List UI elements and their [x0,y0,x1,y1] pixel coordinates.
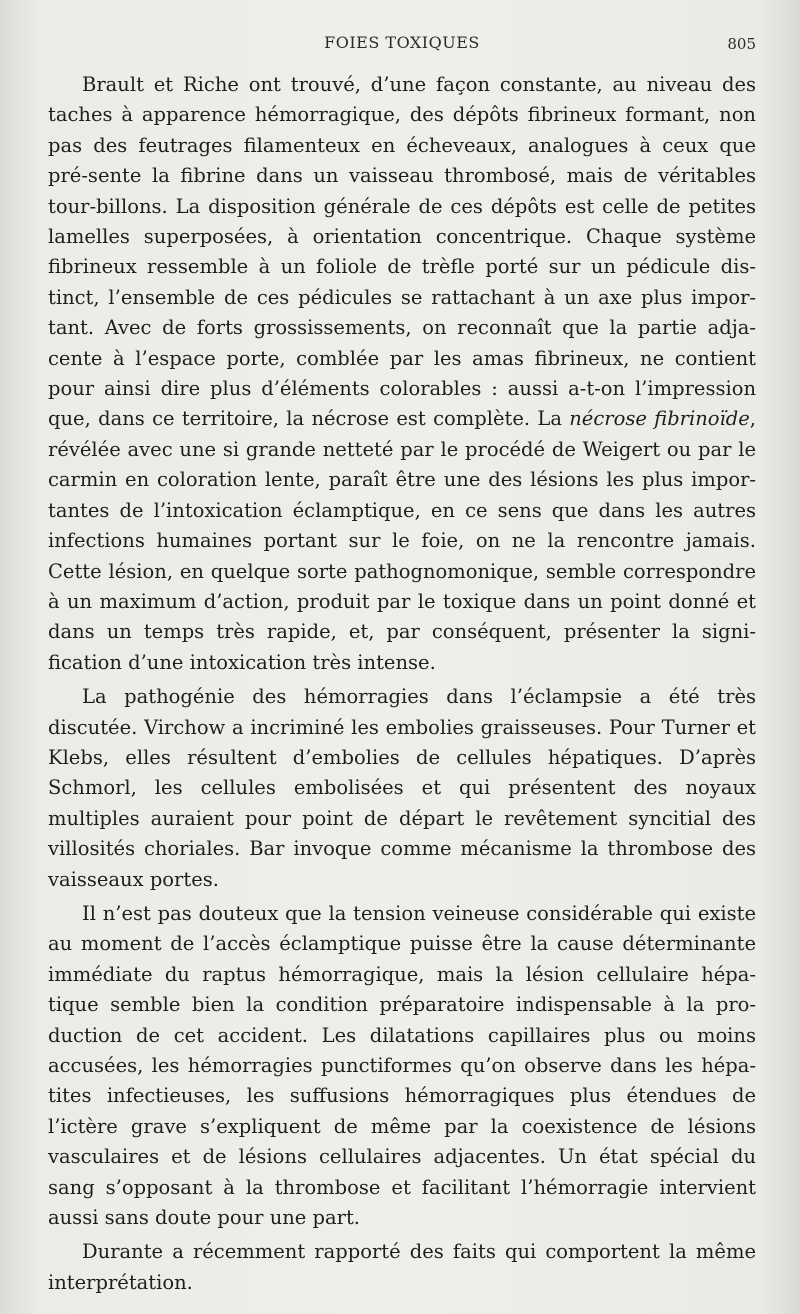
paragraph-1-emphasis: nécrose fibrinoïde [569,407,750,431]
running-head [48,33,756,57]
page-number: 805 [727,35,756,53]
paragraph-4: Durante a récemment rapporté des faits qui comportent la même interprétation. [48,1240,756,1294]
paragraph-2: La pathogénie des hémorragies dans l’éclampsie a été très discutée. Virchow a incriminé les embolies graisseuses. Pour Turner et Klebs, elles résultent d’embolies de cellules hépatiques. D’après Schmorl, les cellules embolisées et qui présentent des noyaux multiples auraient pour point de départ le revêtement syncitial des villosités choriales. Bar invoque comme mécanisme la thrombose des vaisseaux portes. [48,685,756,891]
paragraph-3: Il n’est pas douteux que la tension veineuse considérable qui existe au moment de l’accès éclamptique puisse être la cause déterminante immédiate du raptus hémorragique, mais la lésion cellulaire hépa-tique semble bien la condition préparatoire indispensable à la pro-duction de cet accident. Les dilatations capillaires plus ou moins accusées, les hémorragies punctiformes qu’on observe dans les hépa-tites infectieuses, les suffusions hémorragiques plus étendues de l’ictère grave s’expliquent de même par la coexistence de lésions vasculaires et de lésions cellulaires adjacentes. Un état spécial du sang s’opposant à la thrombose et facilitant l’hémorragie intervient aussi sans doute pour une part. [48,901,756,1230]
running-title: FOIES TOXIQUES [324,33,480,52]
paragraph-1-text-after: , révélée avec une si grande netteté par le procédé de Weigert ou par le carmin en coloration lente, paraît être une des lésions les plus impor-tantes de l’intoxication éclamptique, en ce sens que dans les autres infections humaines portant sur le foie, on ne la rencontre jamais. Cette lésion, en quelque sorte pathognomonique, semble correspondre à un maximum d’action, produit par le toxique dans un point donné et dans un temps très rapide, et, par conséquent, présenter la signi-fication d’une intoxication très intense. [48,407,756,674]
paragraph-1-text-before: Brault et Riche ont trouvé, d’une façon constante, au niveau des taches à apparence hémorragique, des dépôts fibrineux formant, non pas des feutrages filamenteux en écheveaux, analogues à ceux que pré-sente la fibrine dans un vaisseau thrombosé, mais de véritables tour-billons. La disposition générale de ces dépôts est celle de petites lamelles superposées, à orientation concentrique. Chaque système fibrineux ressemble à un foliole de trèfle porté sur un pédicule dis-tinct, l’ensemble de ces pédicules se rattachant à un axe plus impor-tant. Avec de forts grossissements, on reconnaît que la partie adja-cente à l’espace porte, comblée par les amas fibrineux, ne contient pour ainsi dire plus d’éléments colorables : aussi a-t-on l’impression que, dans ce territoire, la nécrose est complète. La [48,73,756,431]
body-text [48,70,756,1298]
paragraph-1 [48,70,756,678]
